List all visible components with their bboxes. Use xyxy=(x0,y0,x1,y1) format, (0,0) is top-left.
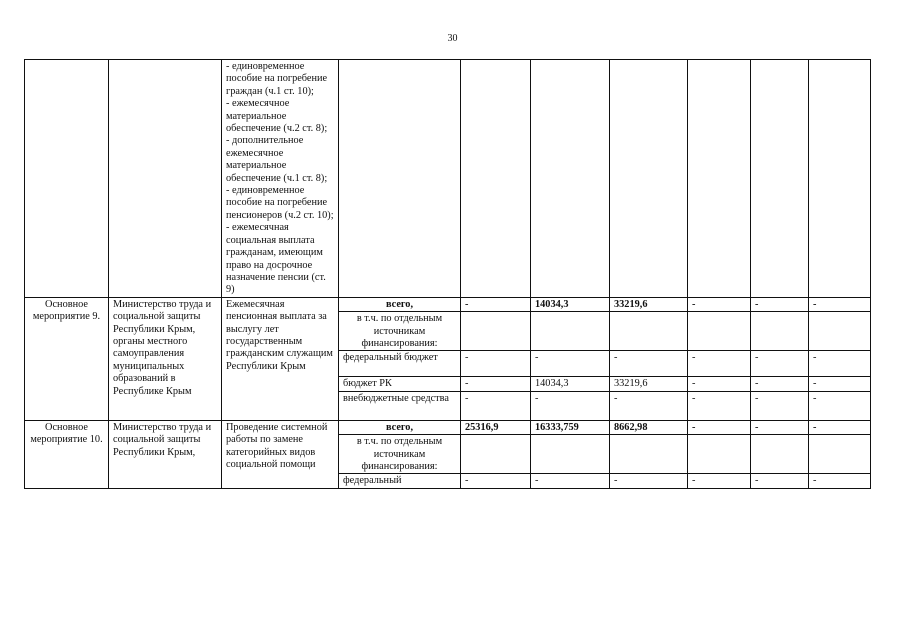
m10-total-value: 25316,9 xyxy=(461,420,531,434)
m9-rk-value: - xyxy=(688,377,751,391)
m9-total-value: - xyxy=(809,297,871,311)
cont-list-item: - дополнительное ежемесячное материальное обеспечение (ч.1 ст. 8); xyxy=(226,135,328,184)
m9-vneb-value: - xyxy=(610,391,688,420)
m10-total-value: 16333,759 xyxy=(531,420,610,434)
cont-name-cell xyxy=(222,60,339,298)
m10-total-value: - xyxy=(751,420,809,434)
program-table xyxy=(24,59,871,489)
continuation-row xyxy=(25,60,871,298)
cont-list-item: - ежемесячное материальное обеспечение (ч.2 ст. 8); xyxy=(226,98,328,135)
m10-label: Основное мероприятие 10. xyxy=(25,420,109,488)
cont-list-item: - единовременное пособие на погребение граждан (ч.1 ст. 10); xyxy=(226,61,328,97)
m9-federal-value: - xyxy=(610,351,688,377)
m9-federal-value: - xyxy=(531,351,610,377)
m9-total-row xyxy=(25,297,871,311)
m10-sub-label: в т.ч. по отдельным источникам финансирования: xyxy=(339,435,461,474)
m9-rk-value: - xyxy=(809,377,871,391)
cont-list-item: - единовременное пособие на погребение пенсионеров (ч.2 ст. 10); xyxy=(226,185,334,221)
m10-total-value: - xyxy=(688,420,751,434)
m9-name: Ежемесячная пенсионная выплата за выслугу лет государственным гражданским служащим Республики Крым xyxy=(222,297,339,420)
m10-total-value: - xyxy=(809,420,871,434)
m9-total-value: - xyxy=(688,297,751,311)
m10-total-value: 8662,98 xyxy=(610,420,688,434)
m9-rk-label: бюджет РК xyxy=(339,377,461,391)
m9-rk-value: - xyxy=(751,377,809,391)
cont-list-item: - ежемесячная социальная выплата гражданам, имеющим право на досрочное назначение пенсии (ст. 9) xyxy=(226,222,326,296)
m9-federal-value: - xyxy=(809,351,871,377)
m10-federal-value: - xyxy=(751,474,809,488)
m9-total-value: - xyxy=(751,297,809,311)
m10-total-label: всего, xyxy=(339,420,461,434)
m9-label: Основное мероприятие 9. xyxy=(25,297,109,420)
m9-total-label: всего, xyxy=(339,297,461,311)
m9-federal-value: - xyxy=(688,351,751,377)
m10-total-row xyxy=(25,420,871,434)
m10-name: Проведение системной работы по замене категорийных видов социальной помощи xyxy=(222,420,339,488)
cont-executor-cell xyxy=(109,60,222,298)
m9-total-value: 14034,3 xyxy=(531,297,610,311)
page-number: 30 xyxy=(447,33,458,44)
m10-federal-value: - xyxy=(688,474,751,488)
m9-federal-value: - xyxy=(751,351,809,377)
cont-label-cell xyxy=(25,60,109,298)
m10-federal-value: - xyxy=(610,474,688,488)
m9-federal-value: - xyxy=(461,351,531,377)
m9-rk-value: 33219,6 xyxy=(610,377,688,391)
m9-total-value: - xyxy=(461,297,531,311)
m10-federal-value: - xyxy=(809,474,871,488)
m9-vneb-label: внебюджетные средства xyxy=(339,391,461,420)
m9-sub-label: в т.ч. по отдельным источникам финансирования: xyxy=(339,312,461,351)
m10-federal-label: федеральный xyxy=(339,474,461,488)
m9-vneb-value: - xyxy=(688,391,751,420)
m10-federal-value: - xyxy=(531,474,610,488)
m9-vneb-value: - xyxy=(751,391,809,420)
m9-rk-value: - xyxy=(461,377,531,391)
m9-rk-value: 14034,3 xyxy=(531,377,610,391)
m9-vneb-value: - xyxy=(461,391,531,420)
m9-executor: Министерство труда и социальной защиты Республики Крым, органы местного самоуправления муниципальных образований в Республике Крым xyxy=(109,297,222,420)
m9-total-value: 33219,6 xyxy=(610,297,688,311)
m9-federal-label: федеральный бюджет xyxy=(339,351,461,377)
m10-executor: Министерство труда и социальной защиты Республики Крым, xyxy=(109,420,222,488)
m10-federal-value: - xyxy=(461,474,531,488)
m9-vneb-value: - xyxy=(809,391,871,420)
m9-vneb-value: - xyxy=(531,391,610,420)
